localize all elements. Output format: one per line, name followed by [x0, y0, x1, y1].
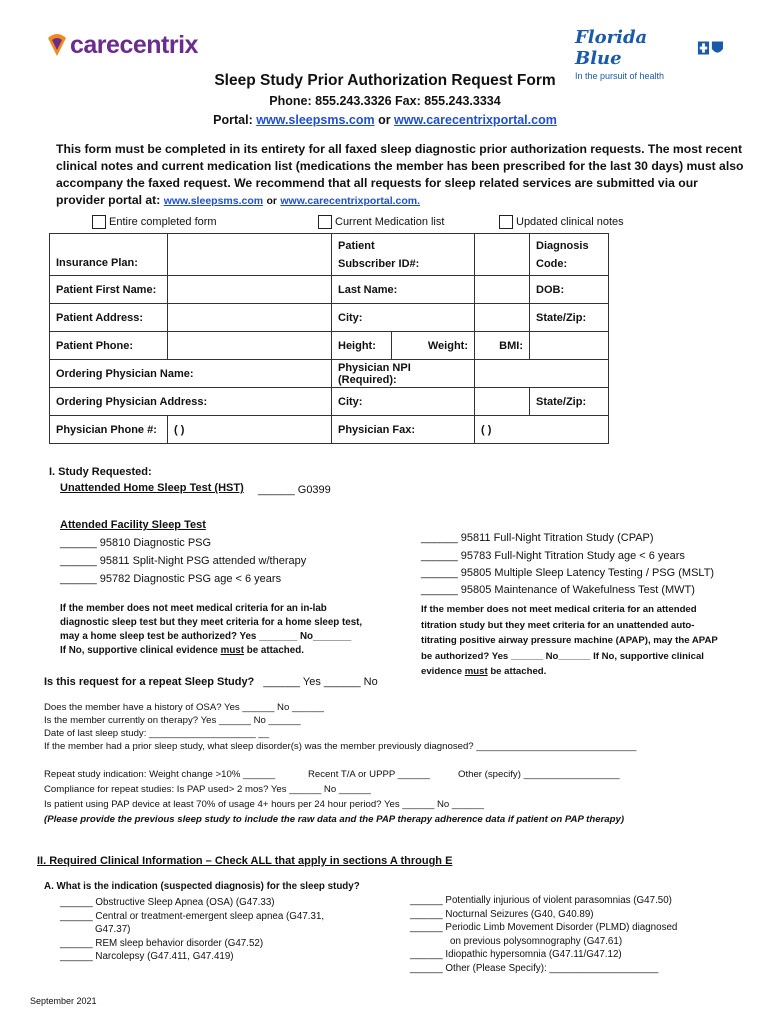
indication-seizures[interactable]: ______ Nocturnal Seizures (G40, G40.89): [410, 908, 594, 920]
hst-label: Unattended Home Sleep Test (HST): [60, 482, 244, 494]
indication-rem[interactable]: ______ REM sleep behavior disorder (G47.52): [60, 937, 264, 949]
indication-right-list: ______ Potentially injurious of violent parasomnias (G47.50) ______ Nocturnal Seizures (G40, G40.89) ______ Periodic Limb Movement Disorder (PLMD) diagnosed on previous polysomnography (G47.61) ______ Idiopathic hypersomnia (G47.11/G47.12) ______ Other (Please Specify): ____________________: [410, 895, 678, 974]
ordering-physician-name-label: Ordering Physician Name:: [50, 360, 332, 388]
titration-item-95811[interactable]: ______ 95811 Full-Night Titration Study (CPAP): [421, 532, 654, 544]
first-name-label: Patient First Name:: [50, 276, 168, 304]
portal-link-carecentrix[interactable]: www.carecentrixportal.com: [394, 113, 557, 127]
subscriber-id-field[interactable]: [475, 234, 530, 276]
repeat-details: [44, 701, 636, 753]
insurance-plan-field[interactable]: [168, 234, 332, 276]
indication-narcolepsy[interactable]: ______ Narcolepsy (G47.411, G47.419): [60, 951, 234, 962]
city-field[interactable]: [475, 304, 530, 332]
cross-shield-icon: [697, 39, 725, 57]
checkbox[interactable]: [499, 215, 513, 229]
physician-phone-field[interactable]: ( ): [168, 416, 332, 444]
physician-fax-label: Physician Fax:: [332, 416, 475, 444]
first-name-field[interactable]: [168, 276, 332, 304]
pap-usage[interactable]: Is patient using PAP device at least 70% of usage 4+ hours per 24 hour period? Yes ______ No ______: [44, 799, 484, 810]
section1-heading: I. Study Requested:: [49, 466, 152, 478]
florida-blue-tagline: In the pursuit of health: [575, 71, 665, 81]
indication-plmd[interactable]: ______ Periodic Limb Movement Disorder (PLMD) diagnosed: [410, 922, 678, 933]
address-label: Patient Address:: [50, 304, 168, 332]
footer-date: September 2021: [30, 996, 97, 1006]
portal-line: Portal: www.sleepsms.com or www.carecentrixportal.com: [213, 113, 557, 127]
indication-idiopathic[interactable]: ______ Idiopathic hypersomnia (G47.11/G47.12): [410, 949, 622, 960]
titration-item-mwt[interactable]: ______ 95805 Maintenance of Wakefulness Test (MWT): [421, 584, 695, 596]
state-zip-label: State/Zip:: [530, 304, 609, 332]
diagnosis-code-label: Diagnosis Code:: [530, 234, 609, 276]
last-name-field[interactable]: [475, 276, 530, 304]
bmi-label: BMI:: [475, 332, 530, 360]
attended-item-95811-split[interactable]: ______ 95811 Split-Night PSG attended w/therapy: [60, 555, 307, 567]
repeat-study-question: Is this request for a repeat Sleep Study? ______ Yes ______ No: [44, 676, 378, 688]
florida-blue-name: Florida Blue: [575, 27, 648, 69]
hst-code[interactable]: ______ G0399: [258, 484, 331, 496]
attended-heading: Attended Facility Sleep Test: [60, 519, 206, 531]
indication-other[interactable]: Other (specify) __________________: [458, 769, 620, 780]
titration-item-95783[interactable]: ______ 95783 Full-Night Titration Study age < 6 years: [421, 550, 685, 562]
phone-fax-line: Phone: 855.243.3326 Fax: 855.243.3334: [269, 94, 501, 108]
patient-phone-field[interactable]: [168, 332, 332, 360]
physician-fax-field[interactable]: ( ): [475, 416, 609, 444]
indication-osa[interactable]: ______ Obstructive Sleep Apnea (OSA) (G47.33): [60, 897, 275, 908]
physician-state-zip-label: State/Zip:: [530, 388, 609, 416]
home-test-note: If the member does not meet medical criteria for an in-lab diagnostic sleep test but they meet criteria for a home sleep test, may a home sleep test be authorized? Yes _______ No_______ If No, supportive clinical evidence must be attached.: [60, 603, 363, 656]
last-study-date[interactable]: Date of last sleep study: ____________________ __: [44, 728, 270, 739]
intro-link-sleepsms[interactable]: www.sleepsms.com: [163, 195, 264, 207]
height-label: Height:: [332, 332, 392, 360]
indication-central-apnea[interactable]: ______ Central or treatment-emergent sleep apnea (G47.31,: [60, 910, 325, 922]
checkbox-medication-list[interactable]: Current Medication list: [318, 215, 444, 229]
indication-other[interactable]: ______ Other (Please Specify): ____________________: [410, 962, 659, 974]
section2-heading: II. Required Clinical Information – Check ALL that apply in sections A through E: [37, 855, 453, 867]
checkbox-clinical-notes[interactable]: Updated clinical notes: [499, 215, 624, 229]
ordering-physician-address-label: Ordering Physician Address:: [50, 388, 332, 416]
last-name-label: Last Name:: [332, 276, 475, 304]
form-title: Sleep Study Prior Authorization Request Form: [214, 72, 556, 89]
previous-study-note: (Please provide the previous sleep study to include the raw data and the PAP therapy adherence data if patient on PAP therapy): [44, 814, 625, 825]
on-therapy[interactable]: Is the member currently on therapy? Yes ______ No ______: [44, 715, 301, 726]
titration-item-mslt[interactable]: ______ 95805 Multiple Sleep Latency Testing / PSG (MSLT): [421, 567, 715, 579]
npi-field[interactable]: [475, 360, 609, 388]
physician-city-field[interactable]: [475, 388, 530, 416]
carecentrix-logo: [44, 32, 198, 58]
osa-history[interactable]: Does the member have a history of OSA? Yes ______ No ______: [44, 702, 324, 713]
repeat-study-answer[interactable]: ______ Yes ______ No: [263, 676, 378, 688]
indication-question: A. What is the indication (suspected diagnosis) for the sleep study?: [44, 881, 360, 892]
indication-weight[interactable]: Repeat study indication: Weight change >10% ______: [44, 769, 276, 780]
portal-link-sleepsms[interactable]: www.sleepsms.com: [256, 113, 375, 127]
attended-item-95782[interactable]: ______ 95782 Diagnostic PSG age < 6 years: [60, 573, 282, 585]
checkbox-entire-form[interactable]: Entire completed form: [92, 215, 217, 229]
dob-label: DOB:: [530, 276, 609, 304]
checkbox[interactable]: [318, 215, 332, 229]
indication-recent[interactable]: Recent T/A or UPPP ______: [308, 769, 430, 780]
physician-city-label: City:: [332, 388, 475, 416]
intro-paragraph: This form must be completed in its entirety for all faxed sleep diagnostic prior authorization requests. The most recent clinical notes and current medication list (medications the member has been prescribed for the last 30 days) must also accompany the faxed request. We recommend that all requests for sleep related services are submitted via our provider portal at: www.sleepsms.com or www.carecentrixportal.com.: [56, 142, 744, 207]
indication-parasomnias[interactable]: ______ Potentially injurious of violent parasomnias (G47.50): [410, 895, 672, 906]
attended-item-95810[interactable]: ______ 95810 Diagnostic PSG: [60, 537, 212, 549]
prior-diagnosis[interactable]: If the member had a prior sleep study, what sleep disorder(s) was the member previously diagnosed? ______________________________: [44, 741, 637, 752]
bmi-field[interactable]: [530, 332, 609, 360]
carecentrix-mark-icon: [44, 32, 70, 58]
subscriber-id-label: Patient Subscriber ID#:: [332, 234, 475, 276]
npi-label: Physician NPI (Required):: [332, 360, 475, 388]
insurance-plan-label: Insurance Plan:: [50, 234, 168, 276]
patient-phone-label: Patient Phone:: [50, 332, 168, 360]
checkbox[interactable]: [92, 215, 106, 229]
intro-link-carecentrix[interactable]: www.carecentrixportal.com.: [280, 195, 421, 207]
physician-phone-label: Physician Phone #:: [50, 416, 168, 444]
indication-left-list: ______ Obstructive Sleep Apnea (OSA) (G47.33) ______ Central or treatment-emergent sleep apnea (G47.31, G47.37) ______ REM sleep behavior disorder (G47.52) ______ Narcolepsy (G47.411, G47.419): [60, 897, 325, 962]
weight-label: Weight:: [392, 332, 475, 360]
address-field[interactable]: [168, 304, 332, 332]
city-label: City:: [332, 304, 475, 332]
apap-note: If the member does not meet medical criteria for an attended titration study but they meet criteria for an unattended auto- titrating positive airway pressure machine (APAP), may the APAP be authorized? Yes ______ No______ If No, supportive clinical evidence must be attached.: [421, 604, 718, 677]
pap-compliance[interactable]: Compliance for repeat studies: Is PAP used> 2 mos? Yes ______ No ______: [44, 784, 371, 795]
carecentrix-wordmark: carecentrix: [70, 30, 198, 59]
patient-info-table: [49, 233, 609, 444]
